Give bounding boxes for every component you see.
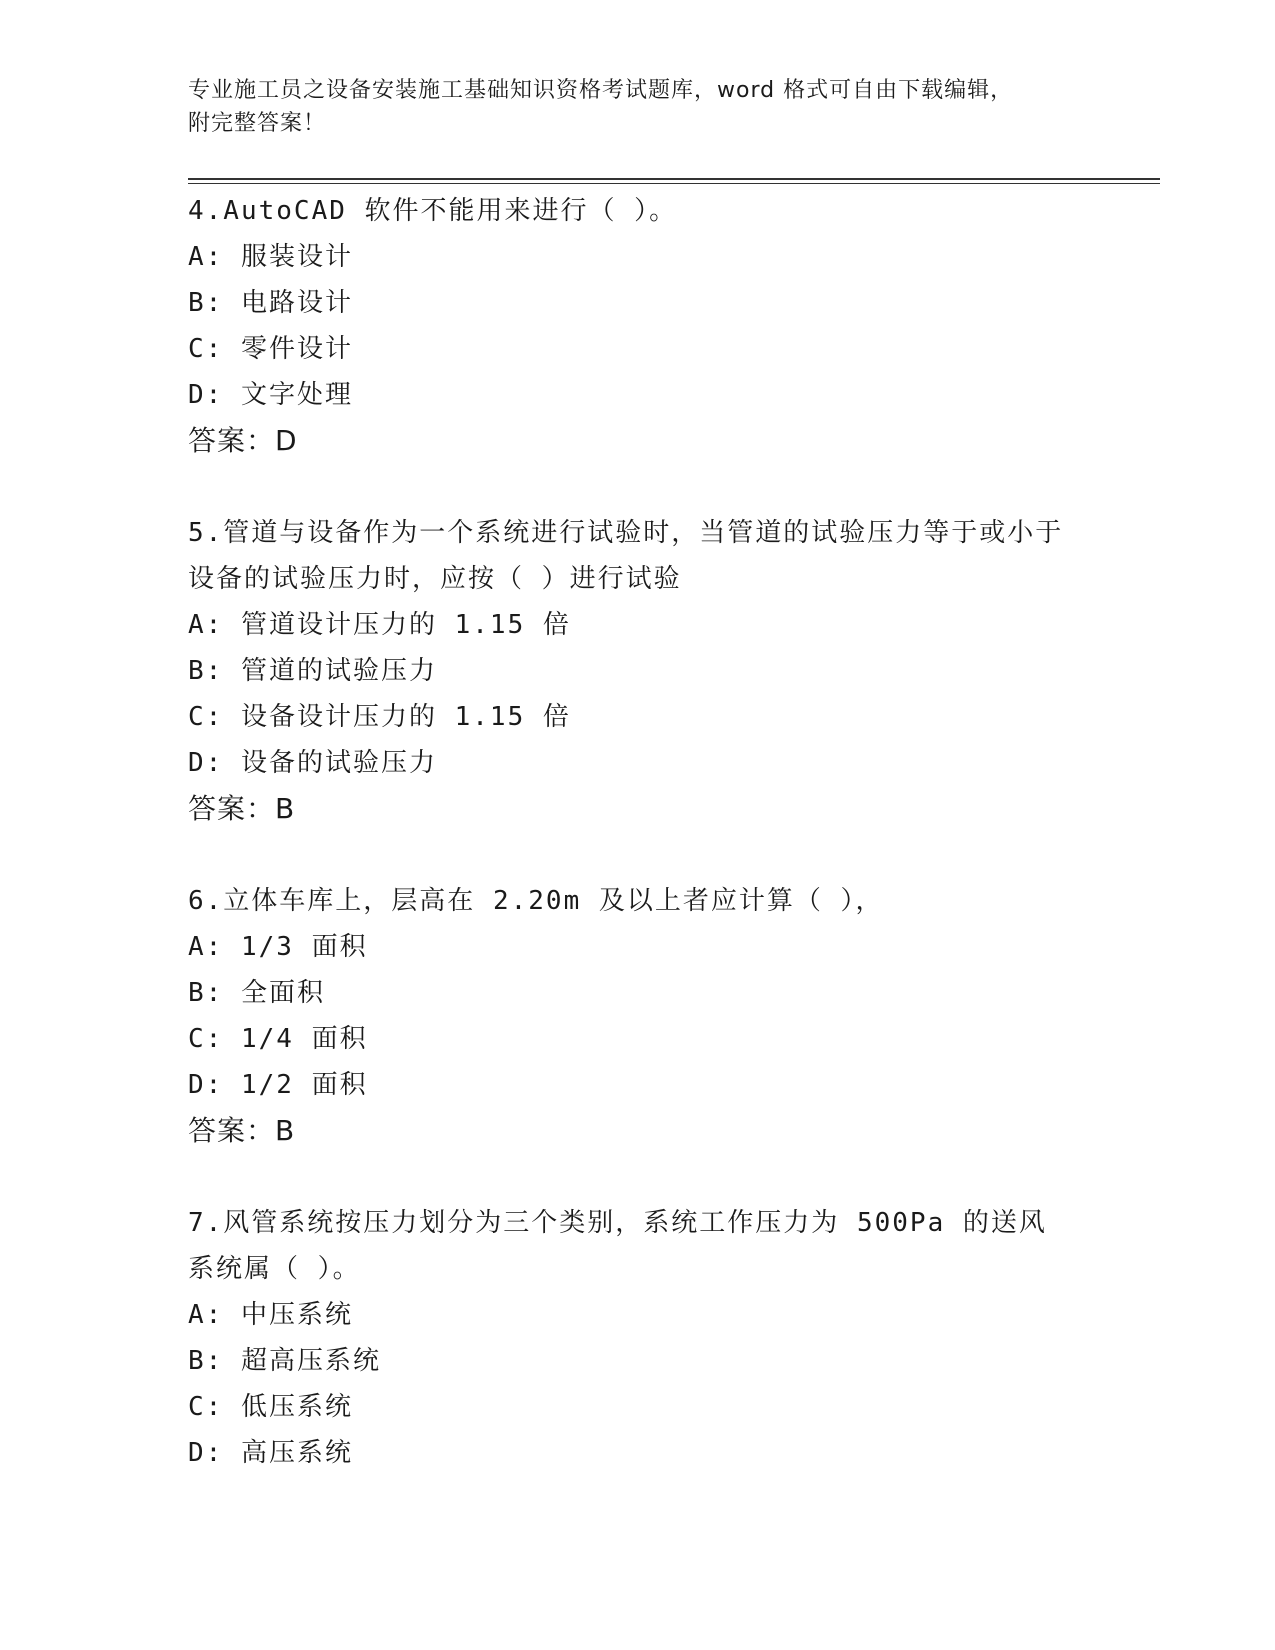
question-6 [188, 878, 1068, 1154]
option-a: A: 管道设计压力的 1.15 倍 [188, 610, 571, 640]
option-d: D: 文字处理 [188, 380, 353, 410]
question-5 [188, 510, 1068, 832]
question-list [188, 188, 1068, 1522]
header-line-1: 专业施工员之设备安装施工基础知识资格考试题库，word 格式可自由下载编辑， [188, 78, 1014, 103]
option-b: B: 电路设计 [188, 288, 353, 318]
option-a: A: 服装设计 [188, 242, 353, 272]
header-divider-thin [188, 183, 1160, 184]
question-text: 5.管道与设备作为一个系统进行试验时，当管道的试验压力等于或小于设备的试验压力时，应按（ ）进行试验 [188, 518, 1064, 594]
question-text: 4.AutoCAD 软件不能用来进行（ ）。 [188, 196, 678, 226]
question-7 [188, 1200, 1068, 1476]
option-d: D: 1/2 面积 [188, 1070, 368, 1100]
question-text: 6.立体车库上，层高在 2.20m 及以上者应计算（ ）， [188, 886, 884, 916]
option-b: B: 超高压系统 [188, 1346, 381, 1376]
option-c: C: 1/4 面积 [188, 1024, 368, 1054]
option-b: B: 全面积 [188, 978, 325, 1008]
document-header [188, 74, 1068, 140]
option-c: C: 低压系统 [188, 1392, 353, 1422]
option-c: C: 零件设计 [188, 334, 353, 364]
option-d: D: 设备的试验压力 [188, 748, 437, 778]
option-a: A: 1/3 面积 [188, 932, 368, 962]
question-text: 7.风管系统按压力划分为三个类别，系统工作压力为 500Pa 的送风系统属（ ）。 [188, 1208, 1047, 1284]
question-4 [188, 188, 1068, 464]
option-a: A: 中压系统 [188, 1300, 353, 1330]
option-b: B: 管道的试验压力 [188, 656, 437, 686]
answer-text: 答案：B [188, 792, 296, 825]
header-divider [188, 178, 1160, 180]
option-c: C: 设备设计压力的 1.15 倍 [188, 702, 571, 732]
header-line-2: 附完整答案！ [188, 111, 327, 136]
answer-text: 答案：B [188, 1114, 296, 1147]
option-d: D: 高压系统 [188, 1438, 353, 1468]
answer-text: 答案：D [188, 424, 298, 457]
